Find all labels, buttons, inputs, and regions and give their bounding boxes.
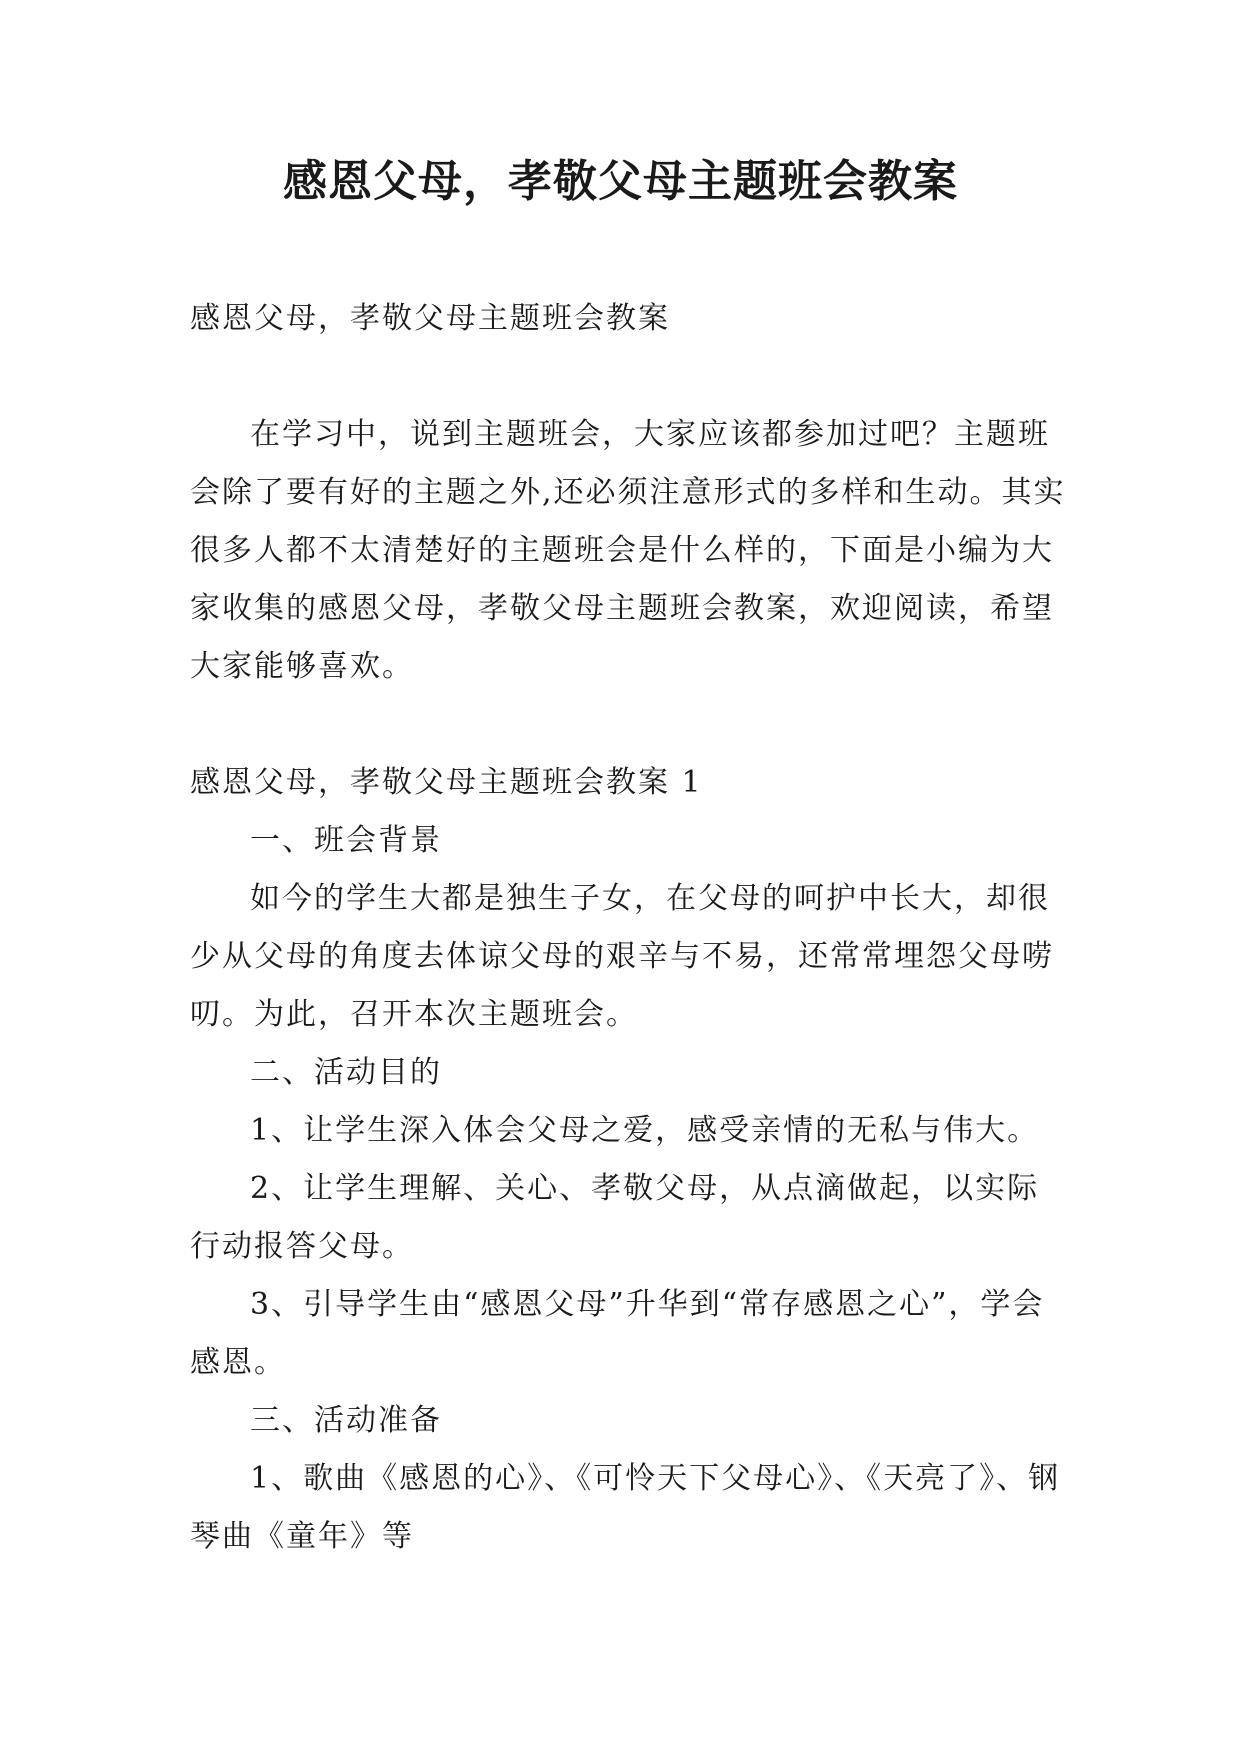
subtitle-paragraph: 感恩父母，孝敬父母主题班会教案 — [190, 301, 670, 336]
background-paragraph: 如今的学生大都是独生子女，在父母的呵护中长大，却很少从父母的角度去体谅父母的艰辛与不易，还常常埋怨父母唠叨。为此，召开本次主题班会。 — [190, 881, 1054, 1032]
subheading-preparation: 三、活动准备 — [250, 1403, 442, 1438]
subheading-background: 一、班会背景 — [250, 823, 442, 858]
document-body — [190, 290, 1070, 1566]
purpose-item-1: 1、让学生深入体会父母之爱，感受亲情的无私与伟大。 — [250, 1113, 1040, 1148]
section-heading: 感恩父母，孝敬父母主题班会教案 1 — [190, 765, 703, 800]
purpose-item-3: 3、引导学生由“感恩父母”升华到“常存感恩之心”，学会感恩。 — [190, 1287, 1045, 1380]
intro-paragraph: 在学习中，说到主题班会，大家应该都参加过吧？主题班会除了要有好的主题之外,还必须注意形式的多样和生动。其实很多人都不太清楚好的主题班会是什么样的，下面是小编为大家收集的感恩父母，孝敬父母主题班会教案，欢迎阅读，希望大家能够喜欢。 — [190, 417, 1066, 684]
subheading-purpose: 二、活动目的 — [250, 1055, 442, 1090]
document-title: 感恩父母，孝敬父母主题班会教案 — [283, 156, 958, 207]
preparation-item-1: 1、歌曲《感恩的心》、《可怜天下父母心》、《天亮了》、钢琴曲《童年》等 — [190, 1461, 1061, 1554]
purpose-item-2: 2、让学生理解、关心、孝敬父母，从点滴做起，以实际行动报答父母。 — [190, 1171, 1040, 1264]
